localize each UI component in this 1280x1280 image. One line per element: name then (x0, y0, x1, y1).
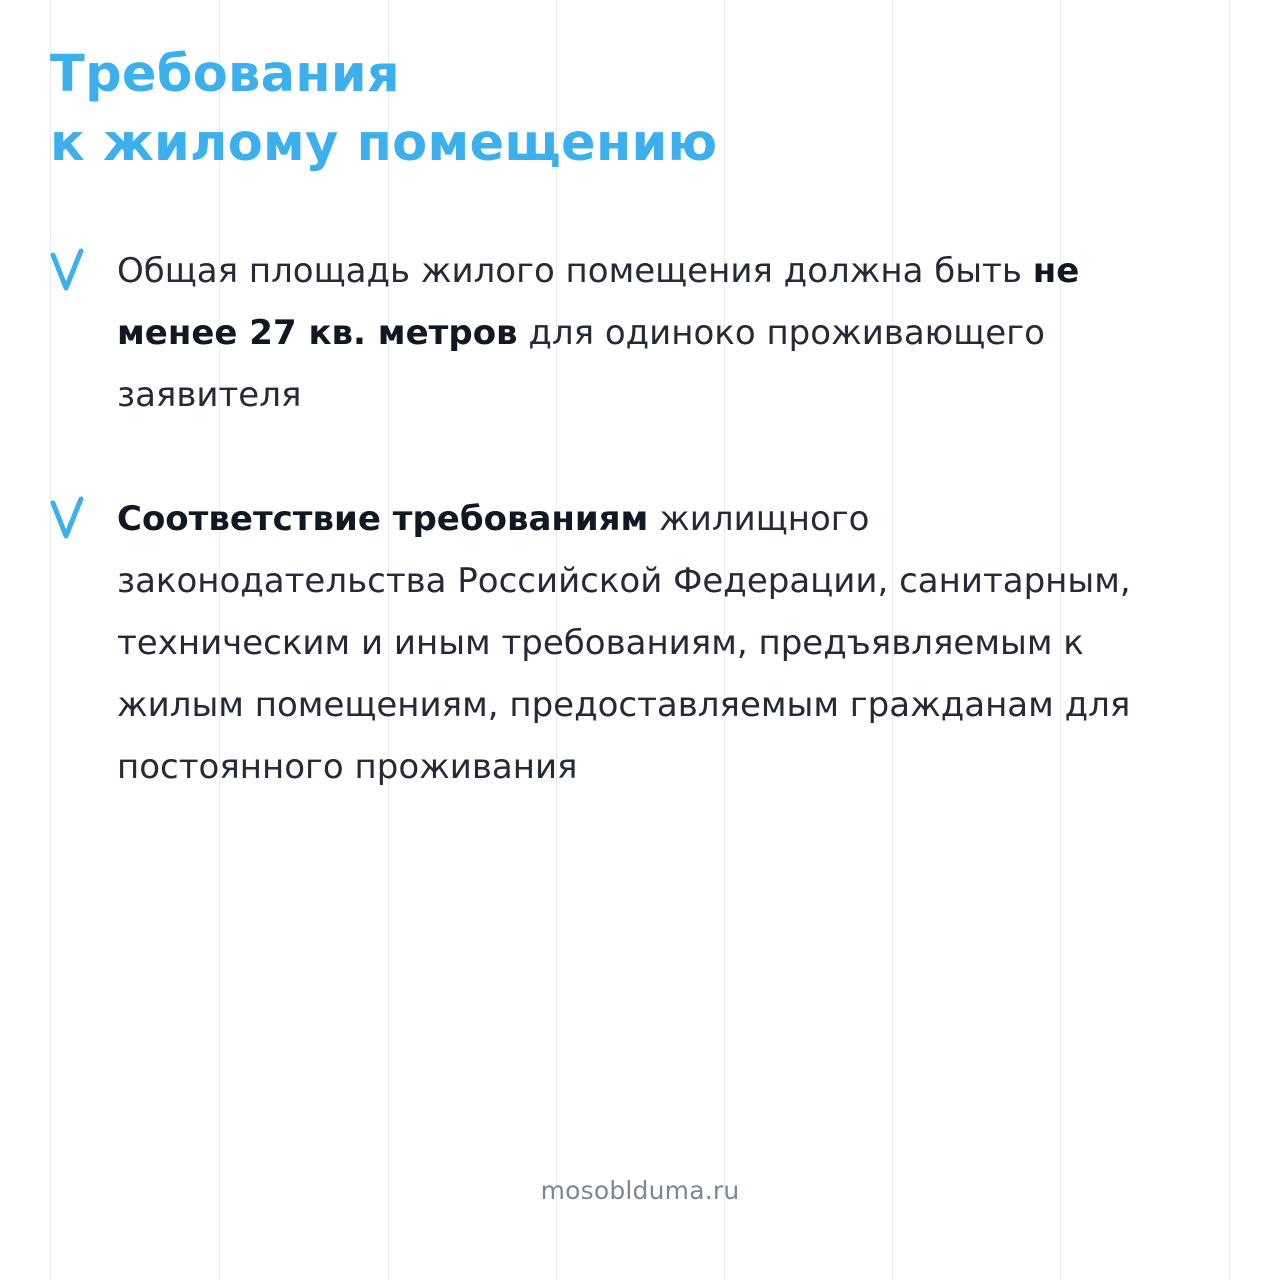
requirement-text (117, 240, 1207, 426)
requirement-text (117, 488, 1207, 798)
title-line-2: к жилому помещению (50, 114, 718, 173)
check-icon (50, 248, 84, 292)
check-icon (50, 496, 84, 540)
requirement-text-start: Общая площадь жилого помещения должна быть (117, 251, 1033, 291)
page-title (50, 40, 717, 178)
footer-site-link[interactable]: mosobldumа.ru (540, 1176, 740, 1205)
requirement-highlight: Соответствие требованиям (117, 499, 649, 539)
requirement-text-end: для одиноко проживающего заявителя (117, 313, 1045, 415)
grid-line (1229, 0, 1230, 1280)
title-line-1: Требования (50, 45, 400, 104)
grid-line (50, 0, 51, 1280)
requirement-text-end: жилищного законодательства Российской Федерации, санитарным, техническим и иным требованиям, предъявляемым к жилым помещениям, предоставляемым гражданам для постоянного проживания (117, 499, 1131, 787)
requirement-highlight: не менее 27 кв. метров (117, 251, 1080, 353)
